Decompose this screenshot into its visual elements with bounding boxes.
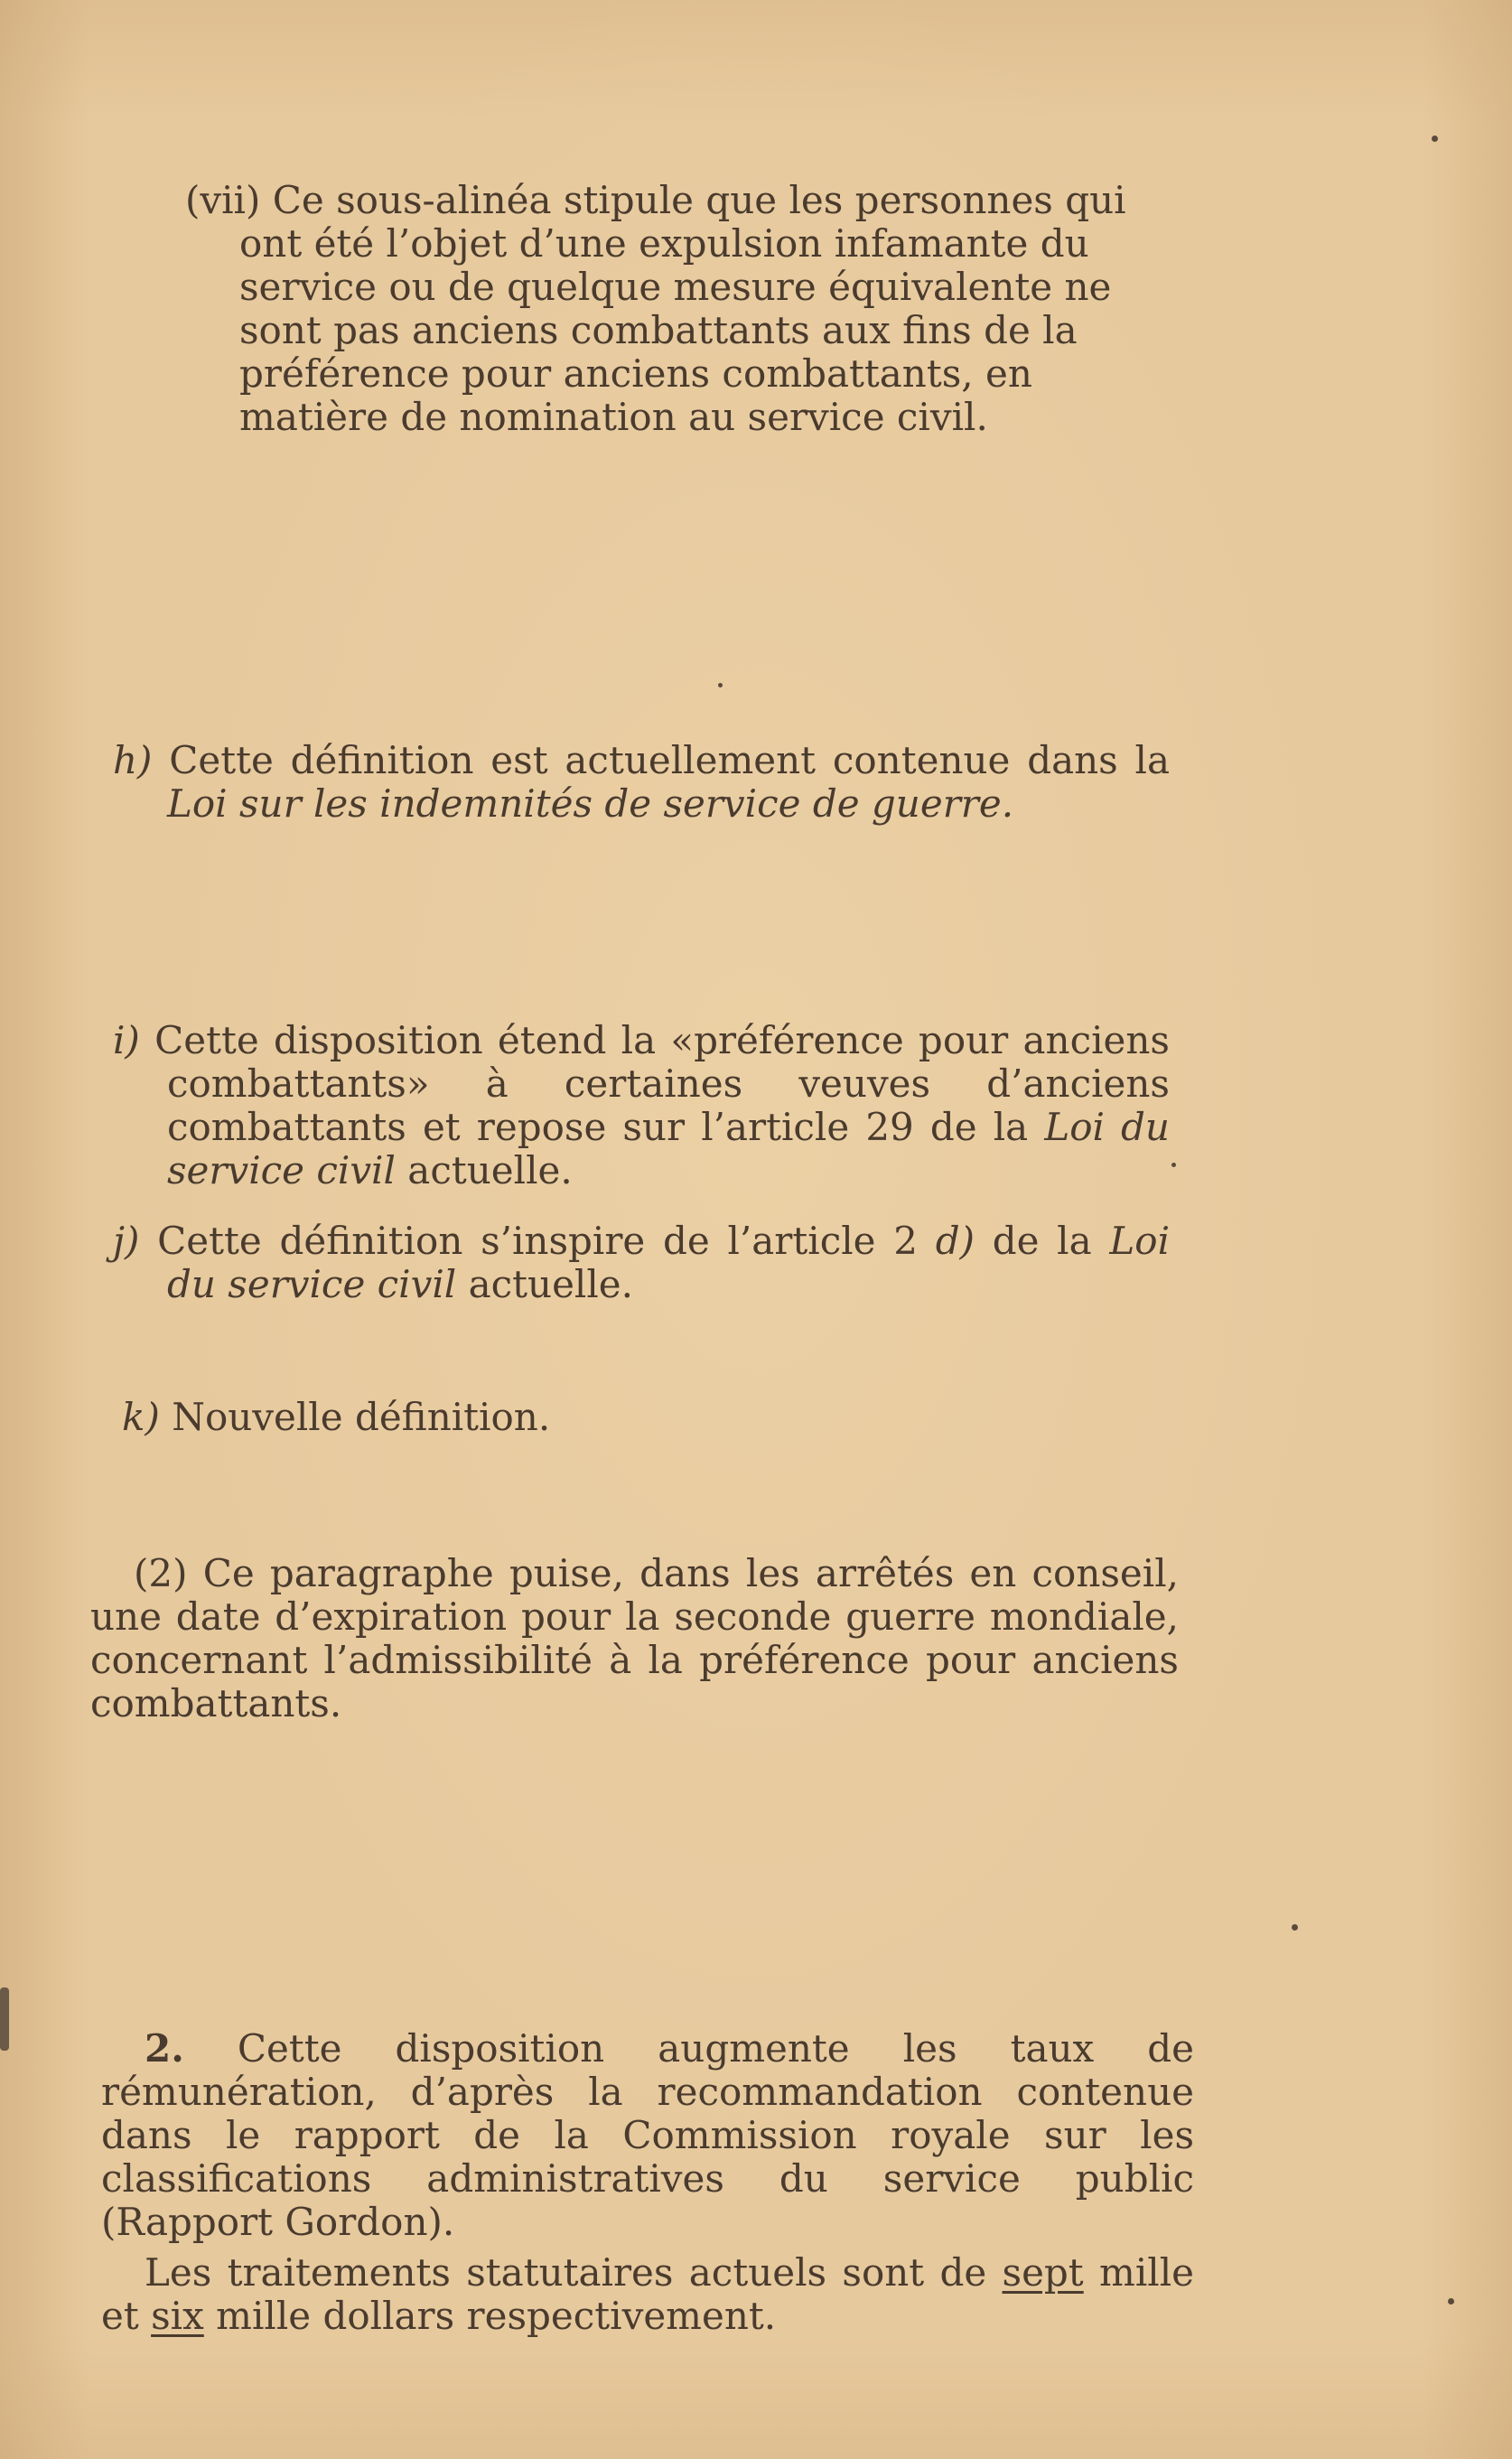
paper-speck: [1292, 1924, 1298, 1931]
law-title: Loi du service civil: [167, 1219, 1170, 1306]
paper-speck: [1171, 1163, 1176, 1167]
paper-speck: [1448, 2298, 1454, 2305]
note-text: Ce sous-alinéa stipule que les personnes qui ont été l’objet d’une expulsion infamante du service ou de quelque mesure équivalente ne sont pas anciens combattants aux fins de la préférence pour anciens combattants, en matière de nomination au service civil.: [239, 178, 1126, 439]
note-text: Cette définition est actuellement contenue dans la: [169, 738, 1170, 782]
note-text-end: actuelle.: [407, 1148, 573, 1192]
law-title: Loi sur les indemnités de service de guerre.: [167, 781, 1014, 826]
note-k: [122, 1396, 1170, 1439]
note-text: Nouvelle définition.: [172, 1395, 551, 1439]
salary-text-mid: mille et: [101, 2250, 1194, 2338]
note-vii: [185, 179, 1170, 439]
binding-mark: [0, 1987, 9, 2051]
paragraph-marker: (2): [134, 1551, 188, 1595]
salary-text: Les traitements statutaires actuels sont de: [145, 2250, 987, 2295]
paper-speck: [1432, 136, 1438, 142]
note-text: Cette définition s’inspire de l’article 2: [157, 1219, 918, 1263]
note-paragraph-2: [90, 1552, 1179, 1725]
section-text: Cette disposition augmente les taux de rémunération, d’après la recommandation contenue dans le rapport de la Commission royale sur les classifications administratives du service public (Rapport Gordon).: [101, 2026, 1194, 2244]
underlined-amount-six: six: [151, 2294, 204, 2338]
article-ref: d): [935, 1219, 975, 1263]
note-marker: (vii): [185, 178, 261, 222]
section-2: [101, 2027, 1194, 2338]
note-text-mid: de la: [992, 1219, 1092, 1263]
note-marker: j): [113, 1219, 140, 1263]
paper-speck: [718, 683, 723, 687]
salary-text-end: mille dollars respectivement.: [216, 2294, 777, 2338]
note-i: [113, 1019, 1170, 1192]
note-marker: h): [113, 738, 153, 782]
paragraph-text: Ce paragraphe puise, dans les arrêtés en conseil, une date d’expiration pour la seconde guerre mondiale, concernant l’admissibilité à la préférence pour anciens combattants.: [90, 1551, 1179, 1725]
note-text: Cette disposition étend la «préférence pour anciens combattants» à certaines veuves d’anciens combattants et repose sur l’article 29 de la: [154, 1018, 1170, 1149]
note-j: [113, 1220, 1170, 1306]
underlined-amount-sept: sept: [1002, 2250, 1084, 2295]
law-title: Loi du service civil: [167, 1105, 1170, 1192]
note-h: [113, 739, 1170, 826]
note-marker: k): [122, 1395, 160, 1439]
note-marker: i): [113, 1018, 140, 1062]
section-number: 2.: [145, 2026, 184, 2071]
note-text-end: actuelle.: [468, 1262, 633, 1306]
